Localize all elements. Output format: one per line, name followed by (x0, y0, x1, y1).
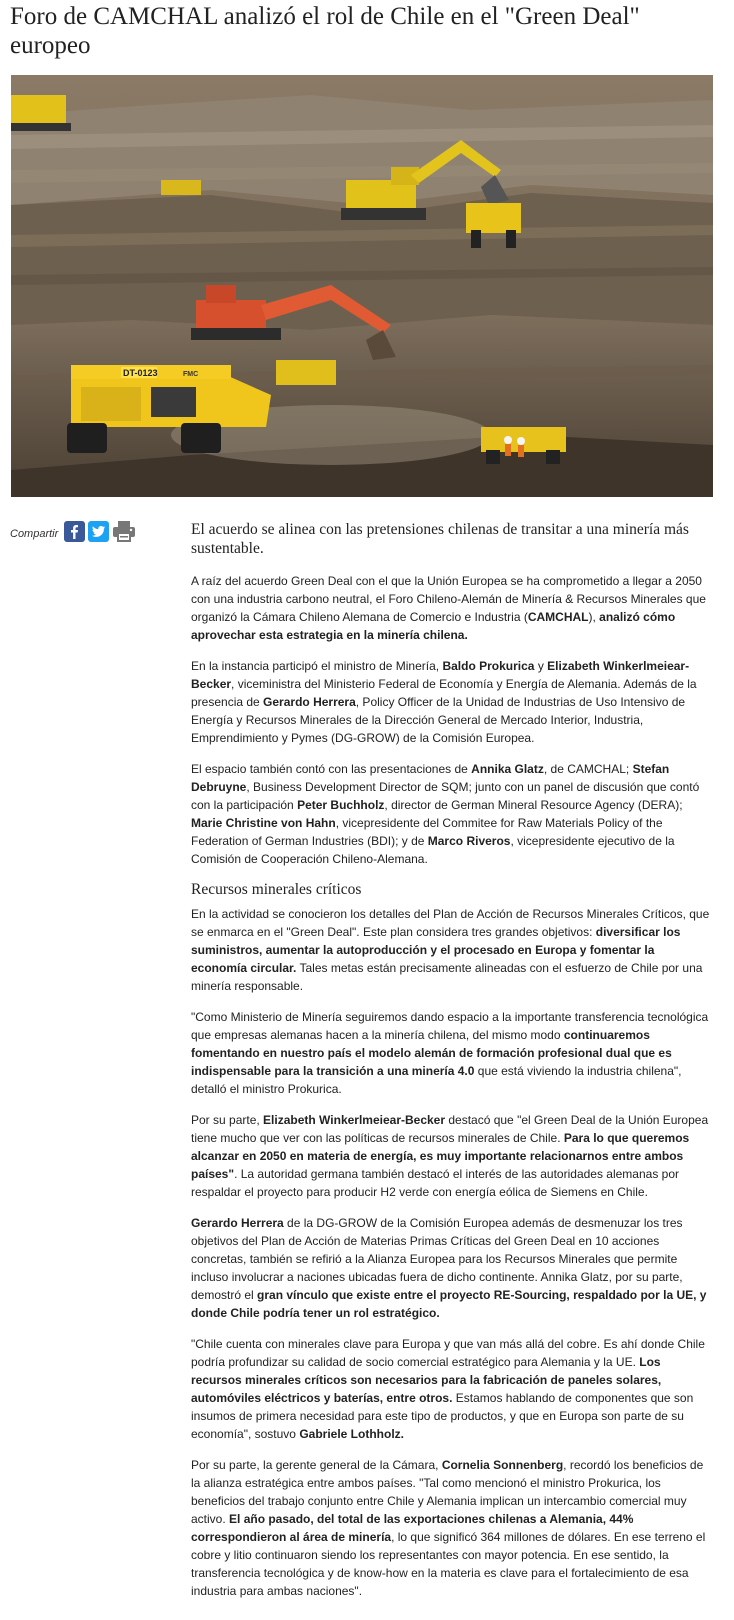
mining-photo (11, 75, 713, 497)
paragraph-2: En la instancia participó el ministro de Minería, Baldo Prokurica y Elizabeth Winkerlmeiear-Becker, viceministra del Ministerio Federal de Economía y Energía de Alemania. Además de la presencia de Gerardo Herrera, Policy Officer de la Unidad de Industrias de Uso Intensivo de Energía y Recursos Minerales de la Dirección General de Mercado Interior, Industria, Emprendimiento y Pymes (DG-GROW) de la Comisión Europea. (191, 659, 697, 745)
hero-image (11, 75, 713, 497)
small-machine (161, 180, 201, 195)
paragraph-5: "Como Ministerio de Minería seguiremos dando espacio a la importante transferencia tecnológica que empresas alemanas hacen a la minería chilena, del mismo modo continuaremos fomentando en nuestro país el modelo alemán de formación profesional dual que es indispensable para la transición a una minería 4.0 que está viviendo la industria chilena", detalló el ministro Prokurica. (191, 1010, 709, 1096)
paragraph-9: Por su parte, la gerente general de la Cámara, Cornelia Sonnenberg, recordó los beneficios de la alianza estratégica entre ambos países. "Tal como mencionó el ministro Prokurica, los beneficios del trabajo conjunto entre Chile y Alemania implican un intercambio comercial muy activo. El año pasado, del total de las exportaciones chilenas a Alemania, 44% correspondieron al área de minería, lo que significó 364 millones de dólares. En ese terreno el cobre y litio continuaron siendo los representantes con mayor potencia. En ese sentido, la transferencia tecnológica y de know-how en la materia es clave para el fortalecimiento de esa industria para ambas naciones". (191, 1458, 706, 1598)
truck-brand: FMC (183, 371, 199, 378)
printer-icon[interactable] (112, 520, 136, 547)
excavator-top-left (11, 95, 71, 131)
share-label: Compartir (10, 527, 59, 540)
paragraph-4: En la actividad se conocieron los detalles del Plan de Acción de Recursos Minerales Críticos, que se enmarca en el "Green Deal". Este plan considera tres grandes objetivos: diversificar los suministros, aumentar la autoproducción y el procesado en Europa y fomentar la economía circular. Tales metas están precisamente alineadas con el esfuerzo de Chile por una minería responsable. (191, 907, 710, 993)
facebook-icon[interactable] (64, 521, 85, 547)
paragraph-1: A raíz del acuerdo Green Deal con el que la Unión Europea se ha comprometido a llegar a 2050 con una industria carbono neutral, el Foro Chileno-Alemán de Minería & Recursos Minerales que organizó la Cámara Chileno Alemana de Comercio e Industria (CAMCHAL), analizó cómo aprovechar esta estrategia en la minería chilena. (191, 574, 706, 642)
paragraph-8: "Chile cuenta con minerales clave para Europa y que van más allá del cobre. Es ahí donde Chile podría profundizar su calidad de socio comercial estratégico para Alemania y la UE. Los recursos minerales críticos son necesarios para la fabricación de paneles solares, automóviles eléctricos y baterías, entre otros. Estamos hablando de componentes que son insumos de primera necesidad para este tipo de productos, y que en Europa son parte de su economía", sostuvo Gabriele Lothholz. (191, 1337, 705, 1441)
paragraph-7: Gerardo Herrera de la DG-GROW de la Comisión Europea además de desmenuzar los tres objetivos del Plan de Acción de Materias Primas Críticas del Green Deal en 10 acciones concretas, también se refirió a la Alianza Europea para los Recursos Minerales que permite incluso involucrar a naciones ubicadas fuera de dicho continente. Annika Glatz, por su parte, demostró el gran vínculo que existe entre el proyecto RE-Sourcing, respaldado por la UE, y donde Chile podría tener un rol estratégico. (191, 1216, 707, 1320)
article-title: Foro de CAMCHAL analizó el rol de Chile en el "Green Deal" europeo (10, 3, 640, 59)
article-body (191, 520, 713, 1613)
paragraph-3: El espacio también contó con las presentaciones de Annika Glatz, de CAMCHAL; Stefan Debruyne, Business Development Director de SQM; junto con un panel de discusión que contó con la participación Peter Buchholz, director de German Mineral Resource Agency (DERA); Marie Christine von Hahn, vicepresidente del Commitee for Raw Materials Policy of the Federation of German Industries (BDI); y de Marco Riveros, vicepresidente ejecutivo de la Comisión de Cooperación Chileno-Alemana. (191, 762, 700, 866)
truck-plate: DT-0123 (123, 368, 158, 378)
article-lead: El acuerdo se alinea con las pretensiones chilenas de transitar a una minería más sustentable. (191, 521, 689, 557)
section-heading: Recursos minerales críticos (191, 881, 362, 898)
dump-truck-middle (276, 360, 336, 385)
paragraph-6: Por su parte, Elizabeth Winkerlmeiear-Becker destacó que "el Green Deal de la Unión Europea tiene mucho que ver con las políticas de recursos minerales de Chile. Para lo que queremos alcanzar en 2050 en materia de energía, es muy importante relacionarnos entre ambos países". La autoridad germana también destacó el interés de las autoridades alemanas por respaldar el proyecto para producir H2 verde con energía eólica de Siemens en Chile. (191, 1113, 709, 1199)
twitter-icon[interactable] (88, 521, 109, 547)
share-bar (10, 520, 139, 547)
